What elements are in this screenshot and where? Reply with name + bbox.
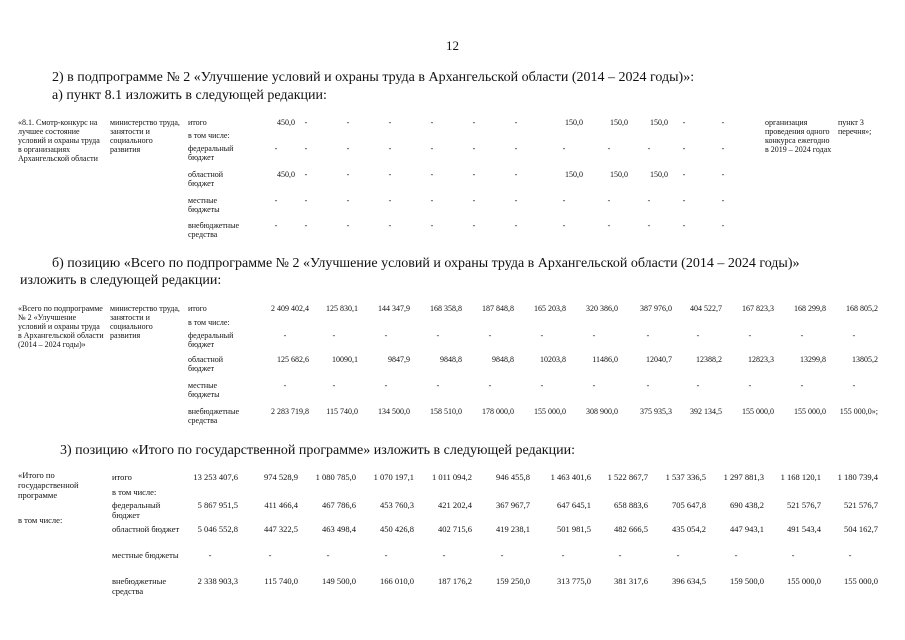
table-cell: 158 510,0 (430, 407, 462, 416)
table-cell: - (500, 550, 504, 560)
table-cell: 166 010,0 (380, 576, 414, 586)
table-cell: 450 426,8 (380, 524, 414, 534)
row-source-label: областной бюджет (112, 524, 180, 534)
row-source-label: местные бюджеты (112, 550, 179, 560)
table-cell: 396 634,5 (672, 576, 706, 586)
table-cell: - (852, 381, 856, 390)
table-cell: - (618, 550, 622, 560)
table-cell: - (647, 196, 651, 205)
table-cell: - (274, 144, 278, 153)
table-cell: - (514, 118, 518, 127)
table-cell: - (472, 144, 476, 153)
table-cell: 9847,9 (388, 355, 410, 364)
table-cell: 159 250,0 (496, 576, 530, 586)
table-cell: 411 466,4 (264, 500, 298, 510)
table-cell: 149 500,0 (322, 576, 356, 586)
table-cell: 5 046 552,8 (197, 524, 238, 534)
table-cell: - (540, 381, 544, 390)
table-cell: - (607, 196, 611, 205)
table-cell: 419 238,1 (496, 524, 530, 534)
table-cell: - (540, 331, 544, 340)
table-cell: - (852, 331, 856, 340)
row-source-label: итого (112, 472, 132, 482)
table-cell: - (283, 331, 287, 340)
table-cell: 320 386,0 (586, 304, 618, 313)
table-1-executor: министерство труда, занятости и социального развития (110, 118, 180, 154)
table-cell: - (696, 331, 700, 340)
table-1-ref: пункт 3 перечня»; (838, 118, 872, 136)
table-cell: - (346, 221, 350, 230)
table-cell: - (791, 550, 795, 560)
table-3-sub: в том числе: (18, 515, 63, 525)
table-cell: - (430, 118, 434, 127)
table-cell: - (748, 381, 752, 390)
table-cell: 144 347,9 (378, 304, 410, 313)
table-cell: 9848,8 (492, 355, 514, 364)
table-cell: 5 867 951,5 (197, 500, 238, 510)
table-cell: - (208, 550, 212, 560)
table-cell: - (514, 196, 518, 205)
table-cell: - (607, 144, 611, 153)
table-cell: 690 438,2 (730, 500, 764, 510)
table-cell: 155 000,0»; (839, 407, 878, 416)
table-cell: - (514, 170, 518, 179)
table-cell: - (430, 196, 434, 205)
table-cell: - (472, 118, 476, 127)
page-number: 12 (446, 38, 459, 53)
intro-line-1: 2) в подпрограмме № 2 «Улучшение условий и охраны труда в Архангельской области (2014 – 2024 годы)»: (52, 70, 695, 85)
table-cell: - (472, 196, 476, 205)
table-cell: 150,0 (610, 170, 628, 179)
table-cell: 155 000,0 (787, 576, 821, 586)
section-3-line-1: 3) позицию «Итого по государственной программе» изложить в следующей редакции: (60, 443, 575, 458)
table-cell: 187 848,8 (482, 304, 514, 313)
table-cell: - (346, 170, 350, 179)
table-cell: 150,0 (565, 118, 583, 127)
table-cell: - (472, 221, 476, 230)
table-cell: 12388,2 (696, 355, 722, 364)
table-3-name: «Итого по государственной программе (18, 470, 79, 500)
table-cell: 450,0 (277, 170, 295, 179)
table-cell: - (304, 170, 308, 179)
table-cell: - (721, 144, 725, 153)
table-cell: 168 299,8 (794, 304, 826, 313)
table-cell: - (442, 550, 446, 560)
table-cell: - (283, 381, 287, 390)
table-cell: - (436, 331, 440, 340)
row-source-label: местные бюджеты (188, 196, 220, 214)
table-cell: 467 786,6 (322, 500, 356, 510)
table-cell: - (472, 170, 476, 179)
table-cell: 1 522 867,7 (607, 472, 648, 482)
table-cell: 134 500,0 (378, 407, 410, 416)
table-cell: - (848, 550, 852, 560)
row-source-label: в том числе: (112, 487, 157, 497)
table-cell: 178 000,0 (482, 407, 514, 416)
table-cell: - (326, 550, 330, 560)
table-cell: - (734, 550, 738, 560)
intro-line-2: а) пункт 8.1 изложить в следующей редакции: (52, 88, 327, 103)
table-cell: - (304, 196, 308, 205)
table-cell: - (721, 221, 725, 230)
table-cell: - (388, 118, 392, 127)
table-cell: - (388, 170, 392, 179)
table-cell: 521 576,7 (844, 500, 878, 510)
table-cell: - (607, 221, 611, 230)
table-cell: 10090,1 (332, 355, 358, 364)
table-cell: 12040,7 (646, 355, 672, 364)
table-cell: - (592, 381, 596, 390)
table-cell: 125 682,6 (277, 355, 309, 364)
table-cell: 167 823,3 (742, 304, 774, 313)
table-cell: - (346, 144, 350, 153)
table-cell: - (721, 118, 725, 127)
table-cell: - (436, 381, 440, 390)
table-cell: - (682, 170, 686, 179)
table-cell: 367 967,7 (496, 500, 530, 510)
table-cell: 501 981,5 (557, 524, 591, 534)
table-cell: 168 805,2 (846, 304, 878, 313)
table-cell: 387 976,0 (640, 304, 672, 313)
table-cell: - (384, 381, 388, 390)
table-cell: - (430, 144, 434, 153)
table-cell: 150,0 (650, 170, 668, 179)
table-cell: 974 528,9 (264, 472, 298, 482)
table-cell: - (430, 170, 434, 179)
table-cell: 187 176,2 (438, 576, 472, 586)
table-cell: - (514, 144, 518, 153)
table-cell: - (388, 221, 392, 230)
table-cell: 168 358,8 (430, 304, 462, 313)
table-cell: - (682, 118, 686, 127)
table-cell: - (562, 144, 566, 153)
table-cell: 1 463 401,6 (550, 472, 591, 482)
table-cell: - (274, 221, 278, 230)
table-cell: 150,0 (610, 118, 628, 127)
table-cell: 402 715,6 (438, 524, 472, 534)
table-cell: 308 900,0 (586, 407, 618, 416)
section-b-line-1: б) позицию «Всего по подпрограмме № 2 «Улучшение условий и охраны труда в Архангельской области (2014 – 2024 годы)» (52, 256, 800, 271)
table-cell: 13 253 407,6 (193, 472, 238, 482)
table-cell: 155 000,0 (844, 576, 878, 586)
table-cell: 313 775,0 (557, 576, 591, 586)
table-1-result: организация проведения одного конкурса ежегодно в 2019 – 2024 годах (765, 118, 832, 154)
table-cell: - (647, 221, 651, 230)
table-cell: 155 000,0 (534, 407, 566, 416)
table-cell: 504 162,7 (844, 524, 878, 534)
table-cell: - (647, 144, 651, 153)
row-source-label: федеральный бюджет (188, 331, 234, 349)
table-cell: - (721, 196, 725, 205)
table-cell: - (592, 331, 596, 340)
row-source-label: федеральный бюджет (112, 500, 161, 520)
table-cell: - (332, 381, 336, 390)
table-cell: 647 645,1 (557, 500, 591, 510)
table-cell: - (514, 221, 518, 230)
table-2-name: «Всего по подпрограмме № 2 «Улучшение условий и охраны труда в Архангельской области (2014 – 2024 годы)» (18, 304, 104, 349)
table-cell: - (562, 196, 566, 205)
table-cell: - (748, 331, 752, 340)
row-source-label: федеральный бюджет (188, 144, 234, 162)
table-cell: 155 000,0 (794, 407, 826, 416)
table-cell: - (682, 221, 686, 230)
table-cell: 392 134,5 (690, 407, 722, 416)
row-source-label: в том числе: (188, 131, 230, 140)
table-1-name: «8.1. Смотр-конкурс на лучшее состояние условий и охраны труда в организациях Архангельской области (18, 118, 100, 163)
table-cell: - (388, 196, 392, 205)
table-cell: 10203,8 (540, 355, 566, 364)
table-cell: - (488, 331, 492, 340)
table-cell: 447 322,5 (264, 524, 298, 534)
row-source-label: областной бюджет (188, 170, 224, 188)
table-cell: 13299,8 (800, 355, 826, 364)
table-cell: - (682, 144, 686, 153)
table-cell: 165 203,8 (534, 304, 566, 313)
table-cell: 658 883,6 (614, 500, 648, 510)
table-cell: - (562, 221, 566, 230)
table-cell: 1 180 739,4 (837, 472, 878, 482)
table-cell: 115 740,0 (264, 576, 298, 586)
row-source-label: областной бюджет (188, 355, 224, 373)
table-cell: - (696, 381, 700, 390)
table-cell: - (384, 331, 388, 340)
table-cell: 946 455,8 (496, 472, 530, 482)
table-cell: - (388, 144, 392, 153)
table-cell: 1 297 881,3 (723, 472, 764, 482)
table-cell: 9848,8 (440, 355, 462, 364)
table-cell: 482 666,5 (614, 524, 648, 534)
table-cell: - (800, 381, 804, 390)
table-cell: - (274, 196, 278, 205)
table-cell: 421 202,4 (438, 500, 472, 510)
table-cell: - (646, 331, 650, 340)
table-cell: 491 543,4 (787, 524, 821, 534)
table-cell: 1 011 094,2 (431, 472, 472, 482)
table-cell: 12823,3 (748, 355, 774, 364)
table-cell: 521 576,7 (787, 500, 821, 510)
table-cell: - (268, 550, 272, 560)
table-2-executor: министерство труда, занятости и социального развития (110, 304, 180, 340)
table-cell: - (332, 331, 336, 340)
table-cell: - (676, 550, 680, 560)
table-cell: 447 943,1 (730, 524, 764, 534)
row-source-label: внебюджетные средства (112, 576, 167, 596)
table-cell: 150,0 (565, 170, 583, 179)
table-cell: 463 498,4 (322, 524, 356, 534)
table-cell: 1 537 336,5 (665, 472, 706, 482)
table-cell: 13805,2 (852, 355, 878, 364)
table-cell: 155 000,0 (742, 407, 774, 416)
table-cell: 11486,0 (592, 355, 618, 364)
table-cell: 115 740,0 (326, 407, 358, 416)
row-source-label: итого (188, 118, 207, 127)
table-cell: 2 409 402,4 (271, 304, 309, 313)
table-cell: 450,0 (277, 118, 295, 127)
table-cell: - (346, 118, 350, 127)
table-cell: - (682, 196, 686, 205)
table-cell: 2 283 719,8 (271, 407, 309, 416)
table-cell: - (304, 118, 308, 127)
table-cell: 375 935,3 (640, 407, 672, 416)
row-source-label: внебюджетные средства (188, 221, 239, 239)
table-cell: 404 522,7 (690, 304, 722, 313)
table-cell: - (646, 381, 650, 390)
row-source-label: итого (188, 304, 207, 313)
table-cell: 1 070 197,1 (373, 472, 414, 482)
table-cell: - (488, 381, 492, 390)
table-cell: 453 760,3 (380, 500, 414, 510)
table-cell: - (430, 221, 434, 230)
table-cell: 125 830,1 (326, 304, 358, 313)
table-cell: - (561, 550, 565, 560)
table-cell: 381 317,6 (614, 576, 648, 586)
table-cell: 2 338 903,3 (197, 576, 238, 586)
table-cell: - (384, 550, 388, 560)
row-source-label: в том числе: (188, 318, 230, 327)
row-source-label: внебюджетные средства (188, 407, 239, 425)
table-cell: 705 647,8 (672, 500, 706, 510)
table-cell: 435 054,2 (672, 524, 706, 534)
table-cell: 1 080 785,0 (315, 472, 356, 482)
row-source-label: местные бюджеты (188, 381, 220, 399)
table-cell: - (346, 196, 350, 205)
table-cell: - (800, 331, 804, 340)
table-cell: - (304, 221, 308, 230)
table-cell: 150,0 (650, 118, 668, 127)
table-cell: - (721, 170, 725, 179)
table-cell: 159 500,0 (730, 576, 764, 586)
table-cell: - (304, 144, 308, 153)
table-cell: 1 168 120,1 (780, 472, 821, 482)
section-b-line-2: изложить в следующей редакции: (20, 273, 222, 288)
